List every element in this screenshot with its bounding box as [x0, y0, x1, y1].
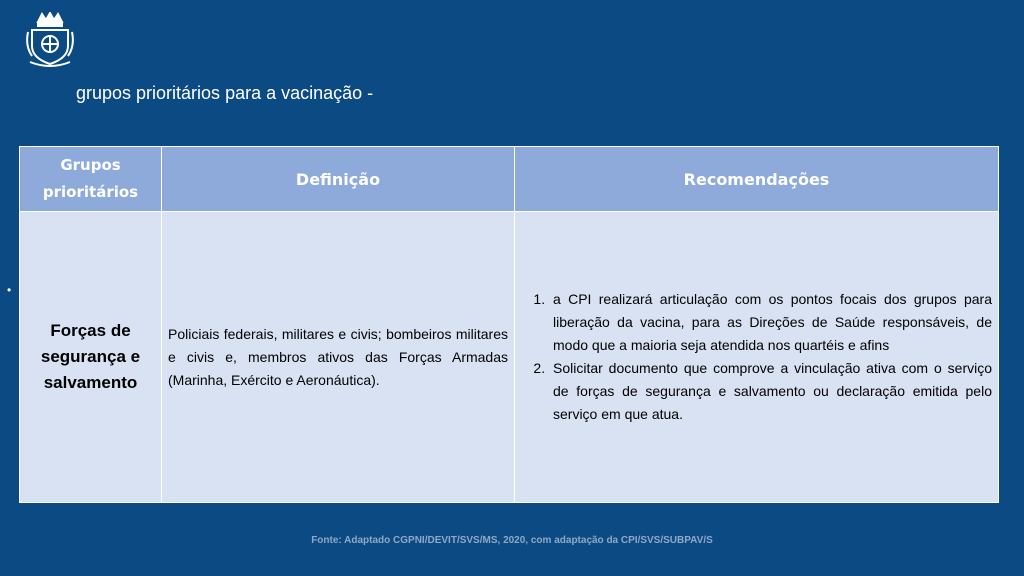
header-recommendations: Recomendações: [515, 147, 999, 212]
recommendations-cell: [515, 212, 999, 503]
recommendation-item: 1. a CPI realizará articulação com os pontos focais dos grupos para liberação da vacina, para as Direções de Saúde responsáveis, de modo que a maioria seja atendida nos quartéis e afins: [549, 288, 992, 357]
recommendations-list: [523, 288, 992, 426]
priority-groups-table: [19, 146, 999, 503]
definition-cell: Policiais federais, militares e civis; bombeiros militares e civis e, membros ativos das Forças Armadas (Marinha, Exército e Aeronáutica).: [162, 212, 515, 503]
header-groups: Grupos prioritários: [20, 147, 162, 212]
source-note: Fonte: Adaptado CGPNI/DEVIT/SVS/MS, 2020, com adaptação da CPI/SVS/SUBPAV/S: [311, 535, 713, 546]
table-header-row: [20, 147, 999, 212]
header-definition: Definição: [162, 147, 515, 212]
page-subtitle: grupos prioritários para a vacinação -: [76, 83, 374, 103]
group-name-cell: Forças de segurança e salvamento: [20, 212, 162, 503]
bullet-mark: •: [7, 283, 12, 297]
table-row: [20, 212, 999, 503]
coat-of-arms-icon: [24, 12, 76, 68]
recommendation-item: 2. Solicitar documento que comprove a vinculação ativa com o serviço de forças de segurança e salvamento ou declaração emitida pelo serviço em que atua.: [549, 357, 992, 426]
